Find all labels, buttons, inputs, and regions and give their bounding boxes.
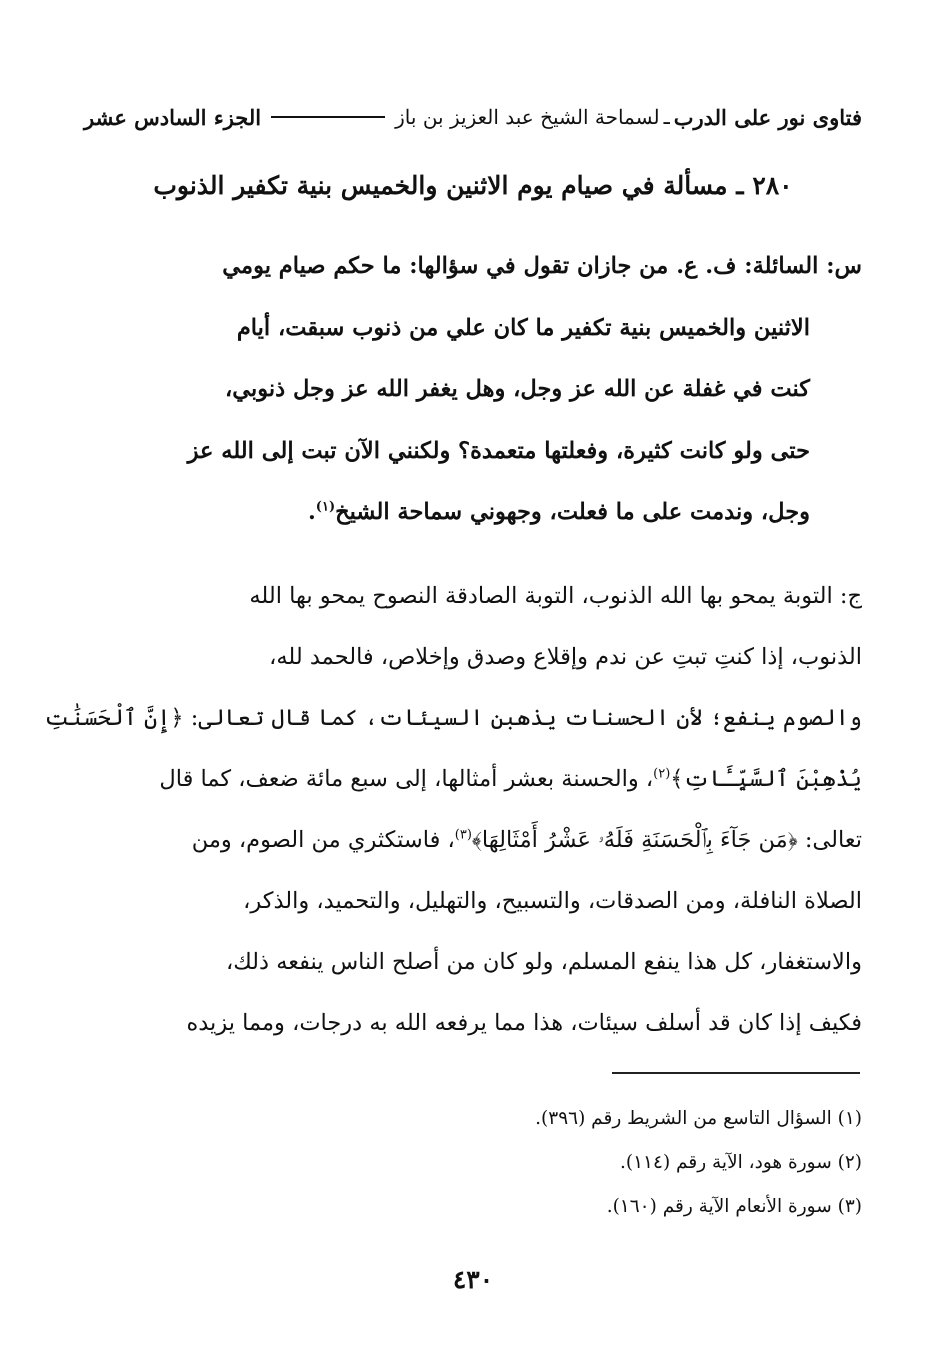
question-line: الاثنين والخميس بنية تكفير ما كان علي من ذنوب سبقت، أيام [236,314,810,341]
footnote: (١) السؤال التاسع من الشريط رقم (٣٩٦). [535,1108,862,1129]
answer-line: فكيف إذا كان قد أسلف سيئات، هذا مما يرفعه الله به درجات، ومما يزيده [186,1010,862,1036]
answer-line: الذنوب، إذا كنتِ تبتِ عن ندم وإقلاع وصدق وإخلاص، فالحمد لله، [269,644,862,670]
quran-verse: ﴿مَن جَآءَ بِٱلْحَسَنَةِ فَلَهُۥ عَشْرُ أَمْثَالِهَا﴾ [471,827,798,853]
quran-verse: ﴿إِنَّ ٱلْحَسَنَٰتِ [44,705,184,731]
answer-text: ، فاستكثري من الصوم، ومن [191,827,455,853]
footnote-separator [612,1072,860,1074]
question-line [84,482,862,544]
answer-text: تعالى: [804,827,862,853]
question-last-text: وجل، وندمت على ما فعلت، وجهوني سماحة الشيخ [335,499,810,525]
answer-text: ، والحسنة بعشر أمثالها، إلى سبع مائة ضعف، كما قال [159,766,654,792]
answer-line: ج: التوبة يمحو بها الله الذنوب، التوبة الصادقة النصوح يمحو بها الله [249,583,862,609]
question-line: س: السائلة: ف. ع. من جازان تقول في سؤالها: ما حكم صيام يومي [222,253,862,279]
footnote-ref-3: (٣) [454,827,472,843]
footnote: (٢) سورة هود، الآية رقم (١١٤). [620,1152,862,1173]
answer-line [84,810,862,871]
question-paragraph [84,236,862,544]
header-dash: ـ [663,105,670,129]
footnote-ref-2: (٢) [653,766,671,782]
author-name: لسماحة الشيخ عبد العزيز بن باز [395,105,660,129]
footnote-ref-1: (١) [315,499,336,515]
answer-line [44,688,862,749]
section-title: ٢٨٠ ـ مسألة في صيام يوم الاثنين والخميس بنية تكفير الذنوب [153,171,793,200]
question-line: حتى ولو كانت كثيرة، وفعلتها متعمدة؟ ولكنني الآن تبت إلى الله عز [187,437,810,464]
header-rule [271,116,385,118]
footnote: (٣) سورة الأنعام الآية رقم (١٦٠). [606,1196,862,1217]
running-header [84,100,862,134]
answer-text: والصوم ينفع؛ لأن الحسنات يذهبن السيئات، كما قال تعالى: [190,705,862,731]
book-title: فتاوى نور على الدرب [673,104,862,130]
answer-line: الصلاة النافلة، ومن الصدقات، والتسبيح، والتهليل، والتحميد، والذكر، [243,888,862,914]
volume-label: الجزء السادس عشر [84,104,262,130]
question-line: كنت في غفلة عن الله عز وجل، وهل يغفر الله عز وجل ذنوبي، [225,376,810,402]
answer-paragraph [44,566,862,1054]
answer-line: والاستغفار، كل هذا ينفع المسلم، ولو كان من أصلح الناس ينفعه ذلك، [225,949,862,975]
question-end: . [307,499,316,525]
page-number: ٤٣٠ [452,1265,494,1294]
quran-verse: يُذْهِبْنَ ٱلسَّيِّـَٔاتِ﴾ [670,766,862,792]
footnotes [84,1097,862,1229]
answer-line [84,749,862,810]
